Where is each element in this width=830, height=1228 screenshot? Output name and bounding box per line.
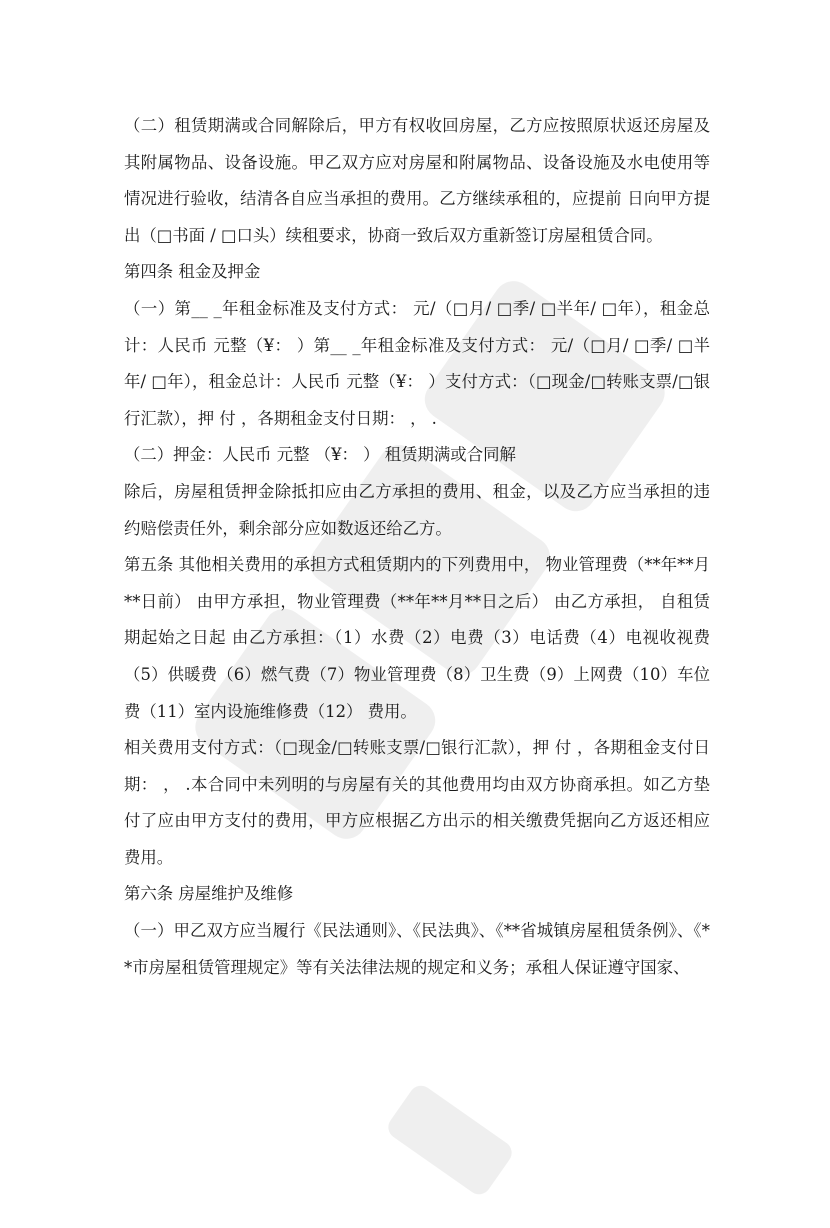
document-page: [124, 108, 710, 986]
watermark-fragment-icon: [370, 1067, 531, 1213]
watermark-bottom: [370, 1067, 531, 1213]
article-6-heading: 第六条 房屋维护及维修: [124, 884, 294, 904]
article-5-other-fees: 第五条 其他相关费用的承担方式租赁期内的下列费用中， 物业管理费（**年**月**日前） 由甲方承担，物业管理费（**年**月**日之后） 由乙方承担， 自租赁期起始之日起 由乙方承担：（1）水费（2）电费（3）电话费（4）电视收视费（5）供暖费（6）燃气费（7）物业管理费（8）卫生费（9）上网费（10）车位费（11）室内设施维修费（12） 费用。: [124, 555, 710, 721]
paragraph-deposit-return: 除后，房屋租赁押金除抵扣应由乙方承担的费用、租金，以及乙方应当承担的违约赔偿责任外，剩余部分应如数返还给乙方。: [124, 481, 710, 538]
paragraph-lease-expiry: （二）租赁期满或合同解除后，甲方有权收回房屋，乙方应按照原状返还房屋及其附属物品、设备设施。甲乙双方应对房屋和附属物品、设备设施及水电使用等情况进行验收，结清各自应当承担的费用。乙方继续承租的，应提前 日向甲方提出（□书面 / □口头）续租要求，协商一致后双方重新签订房屋租赁合同。: [124, 116, 710, 245]
article-4-heading: 第四条 租金及押金: [124, 262, 261, 282]
paragraph-rent-standard: （一）第__ _年租金标准及支付方式： 元/（□月/ □季/ □半年/ □年），租金总计：人民币 元整（¥： ）第__ _年租金标准及支付方式： 元/（□月/ □季/ □半年/ □年），租金总计：人民币 元整（¥： ）支付方式：（□现金/□转账支票/□银行汇款），押 付 ，各期租金支付日期： ， .: [124, 298, 710, 428]
paragraph-fee-payment: 相关费用支付方式：（□现金/□转账支票/□银行汇款），押 付 ，各期租金支付日期： ， .本合同中未列明的与房屋有关的其他费用均由双方协商承担。如乙方垫付了应由甲方支付的费用，甲方应根据乙方出示的相关缴费凭据向乙方返还相应费用。: [124, 738, 710, 867]
paragraph-maintenance-obligations: （一）甲乙双方应当履行《民法通则》、《民法典》、《**省城镇房屋租赁条例》、《**市房屋租赁管理规定》等有关法律法规的规定和义务；承租人保证遵守国家、: [124, 921, 710, 977]
paragraph-deposit: （二）押金：人民币 元整 （¥： ） 租赁期满或合同解: [124, 445, 516, 465]
